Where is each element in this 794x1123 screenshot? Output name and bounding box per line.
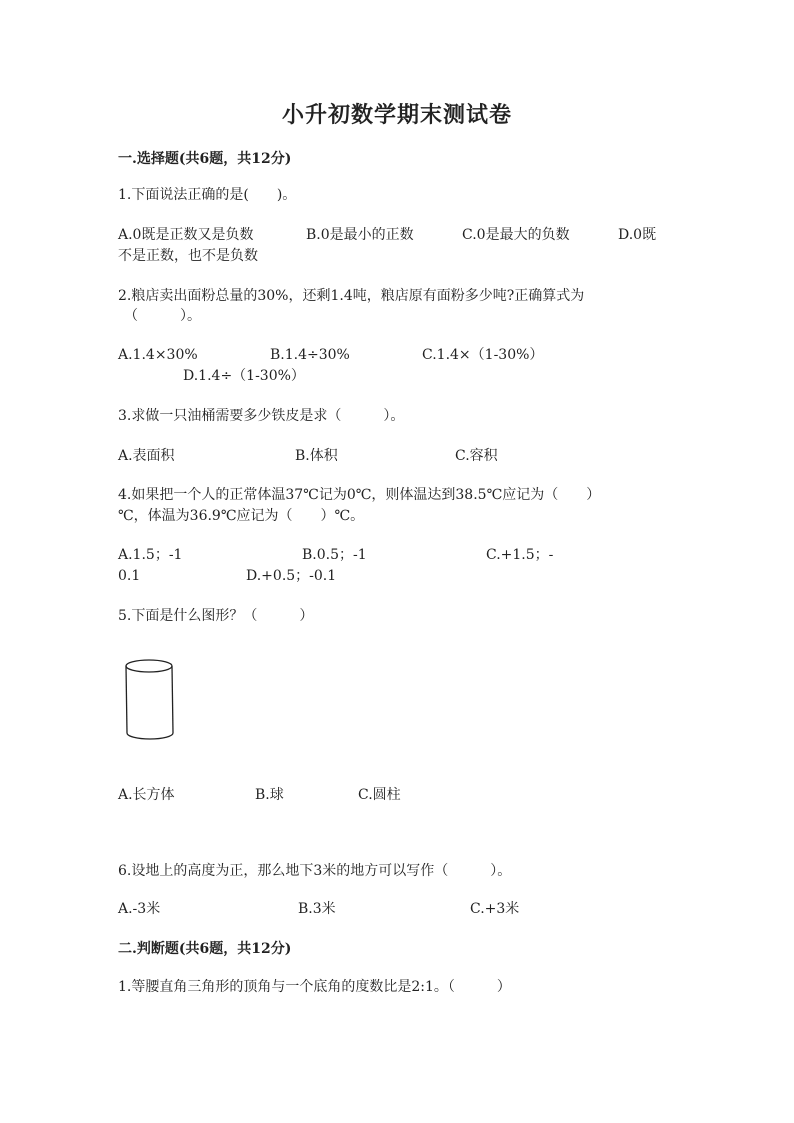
- q6-option-c: C.+3米: [470, 901, 520, 917]
- q2-option-b: B.1.4÷30%: [270, 347, 350, 363]
- q3-option-c: C.容积: [455, 448, 498, 464]
- question-1-text: 1.下面说法正确的是( )。: [118, 187, 297, 203]
- tf-question-1-text: 1.等腰直角三角形的顶角与一个底角的度数比是2:1。（ ）: [118, 979, 511, 995]
- section-heading-true-false: 二.判断题(共6题，共12分): [118, 941, 292, 957]
- q3-option-a: A.表面积: [118, 448, 175, 464]
- q5-option-a: A.长方体: [118, 787, 175, 803]
- q2-option-d: D.1.4÷（1-30%）: [183, 368, 305, 384]
- q1-option-b: B.0是最小的正数: [306, 227, 414, 243]
- q1-option-d: D.0既: [618, 227, 657, 243]
- section-heading-choice: 一.选择题(共6题，共12分): [118, 151, 292, 167]
- question-6-text: 6.设地上的高度为正，那么地下3米的地方可以写作（ ）。: [118, 863, 512, 879]
- question-5-text: 5.下面是什么图形？（ ）: [118, 608, 314, 624]
- q5-option-b: B.球: [255, 787, 284, 803]
- question-3-text: 3.求做一只油桶需要多少铁皮是求（ ）。: [118, 408, 405, 424]
- q4-option-d: D.+0.5；-0.1: [246, 568, 337, 584]
- q3-option-b: B.体积: [295, 448, 338, 464]
- page-title: 小升初数学期末测试卷: [281, 102, 512, 128]
- q6-option-a: A.-3米: [118, 901, 161, 917]
- q1-option-a: A.0既是正数又是负数: [118, 227, 254, 243]
- question-2-text: 2.粮店卖出面粉总量的30%，还剩1.4吨，粮店原有面粉多少吨?正确算式为: [118, 288, 585, 304]
- question-4-text-continued: ℃，体温为36.9℃应记为（ ）℃。: [118, 508, 365, 524]
- q4-option-c-continued: 0.1: [118, 568, 141, 584]
- q4-option-b: B.0.5；-1: [302, 547, 367, 563]
- q5-option-c: C.圆柱: [358, 787, 401, 803]
- q1-option-c: C.0是最大的负数: [462, 227, 570, 243]
- q4-option-a: A.1.5；-1: [118, 547, 183, 563]
- q2-option-c: C.1.4×（1-30%）: [422, 347, 544, 363]
- q4-option-c: C.+1.5；-: [486, 547, 554, 563]
- question-4-text: 4.如果把一个人的正常体温37℃记为0℃，则体温达到38.5℃应记为（ ）: [118, 487, 601, 503]
- cylinder-figure: [120, 656, 180, 744]
- question-2-text-continued: （ ）。: [124, 308, 201, 324]
- q2-option-a: A.1.4×30%: [118, 347, 198, 363]
- q6-option-b: B.3米: [298, 901, 336, 917]
- q1-option-d-continued: 不是正数，也不是负数: [118, 248, 258, 264]
